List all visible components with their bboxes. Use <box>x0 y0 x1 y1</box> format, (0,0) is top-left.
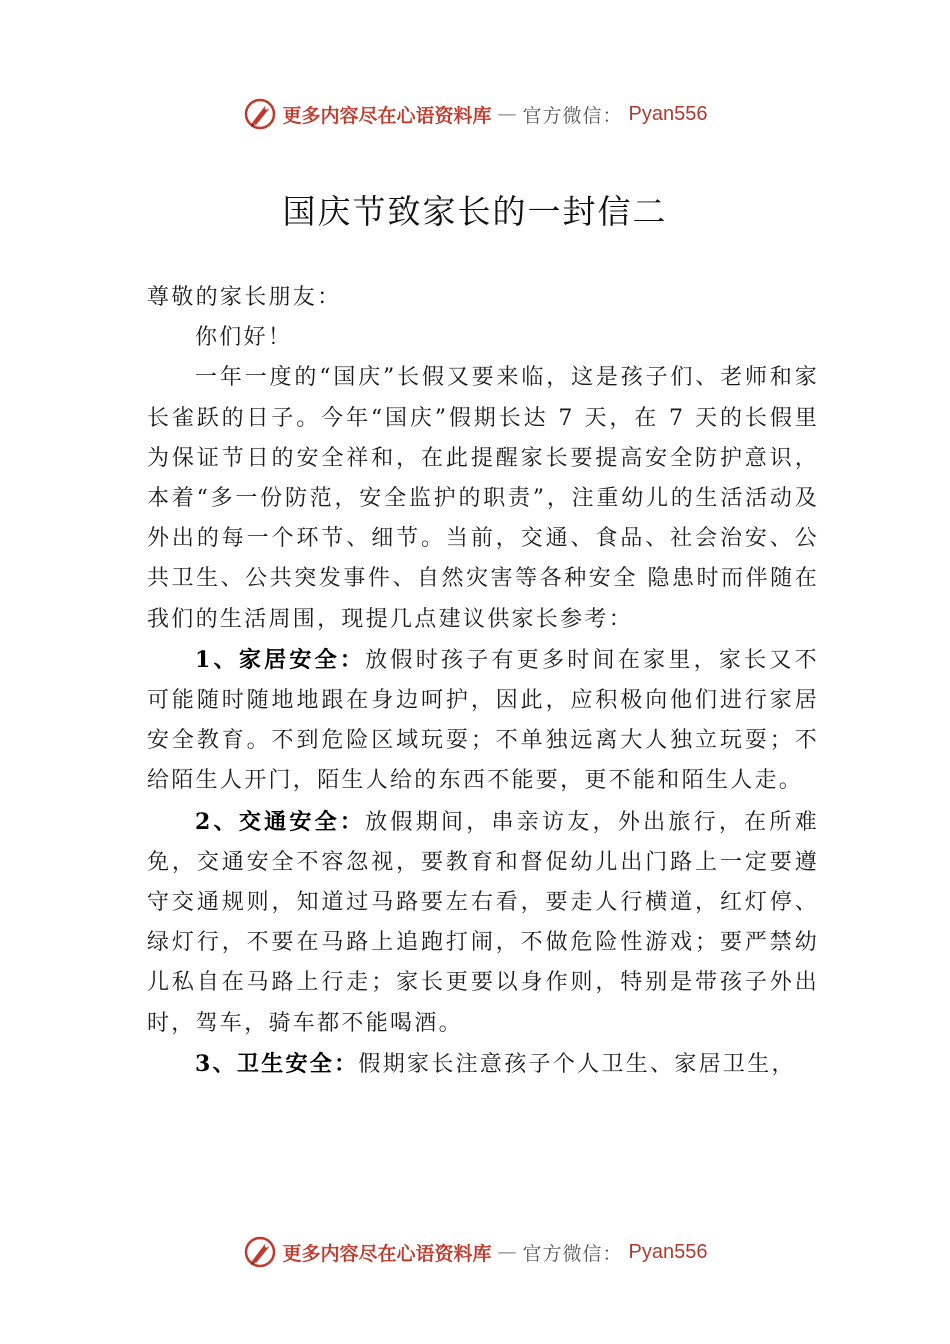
greeting: 你们好！ <box>195 325 293 351</box>
banner-wechat-label: 官方微信： <box>522 104 623 127</box>
section-text: 放假期间，串亲访友，外出旅行，在所难免，交通安全不容忽视，要教育和督促幼儿出门路上一定要遵守交通规则，知道过马路要左右看，要走人行横道，红灯停、绿灯行，不要在马路上追跑打闹，不做危险性游戏；要严禁幼儿私自在马路上行走；家长更要以身作则，特别是带孩子外出时，驾车，骑车都不能喝酒。 <box>147 809 819 1036</box>
section-heading: 2、交通安全： <box>195 808 366 835</box>
footer-banner <box>0 1232 950 1272</box>
pen-nib-logo-icon <box>243 1235 277 1269</box>
section-text: 假期家长注意孩子个人卫生、家居卫生， <box>358 1051 796 1077</box>
section-traffic-safety <box>147 802 819 1044</box>
section-home-safety <box>147 640 819 802</box>
section-heading: 3、卫生安全： <box>195 1050 359 1077</box>
banner-dash: — <box>497 103 517 125</box>
section-heading: 1、家居安全： <box>195 646 366 673</box>
banner-main-text: 更多内容尽在心语资料库 <box>282 1242 492 1265</box>
section-text: 放假时孩子有更多时间在家里，家长又不可能随时随地地跟在身边呵护，因此，应积极向他们进行家居安全教育。不到危险区域玩耍；不单独远离大人独立玩耍；不给陌生人开门，陌生人给的东西不能要，更不能和陌生人走。 <box>147 647 819 794</box>
banner-wechat-id: Pyan556 <box>628 102 708 125</box>
document-title: 国庆节致家长的一封信二 <box>282 192 668 231</box>
intro-paragraph: 一年一度的“国庆”长假又要来临，这是孩子们、老师和家长雀跃的日子。今年“国庆”假期长达 7 天，在 7 天的长假里为保证节日的安全祥和，在此提醒家长要提高安全防护意识，本着“多一份防范，安全监护的职责”，注重幼儿的生活活动及外出的每一个环节、细节。当前，交通、食品、社会治安、公共卫生、公共突发事件、自然灾害等各种安全 隐患时而伴随在我们的生活周围，现提几点建议供家长参考： <box>147 365 819 632</box>
salutation: 尊敬的家长朋友： <box>147 285 342 310</box>
header-banner <box>0 94 950 134</box>
banner-wechat-id: Pyan556 <box>628 1240 708 1263</box>
banner-main-text: 更多内容尽在心语资料库 <box>282 104 492 127</box>
section-hygiene-safety <box>147 1044 819 1085</box>
banner-dash: — <box>497 1241 517 1263</box>
pen-nib-logo-icon <box>243 97 277 131</box>
banner-wechat-label: 官方微信： <box>522 1242 623 1265</box>
document-body <box>147 278 819 1085</box>
